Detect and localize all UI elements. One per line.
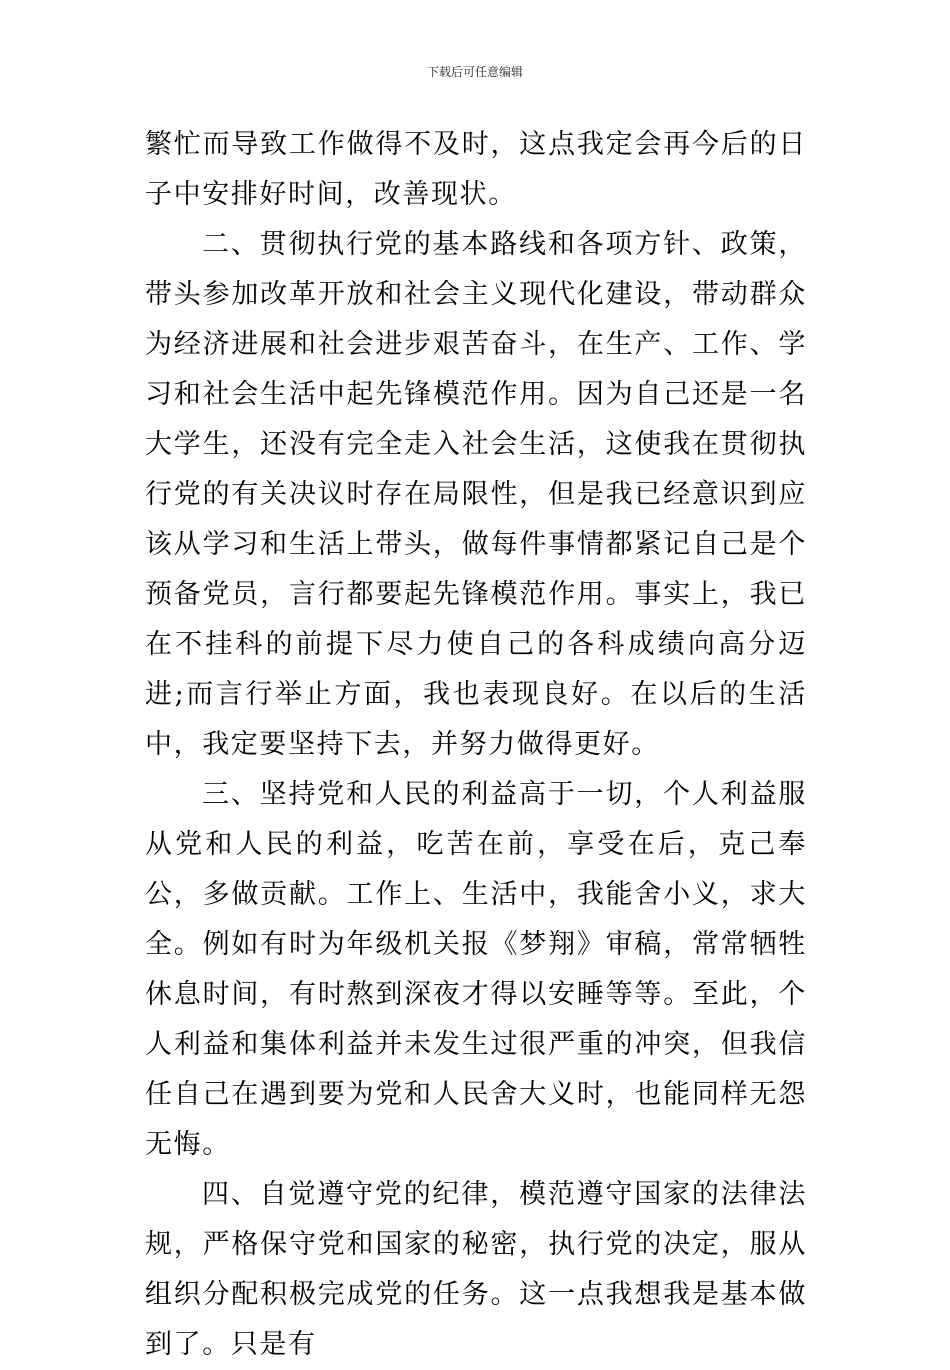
paragraph-section-two: 二、贯彻执行党的基本路线和各项方针、政策，带头参加改革开放和社会主义现代化建设，带动群众为经济进展和社会进步艰苦奋斗，在生产、工作、学习和社会生活中起先锋模范作用。因为自己还是一名大学生，还没有完全走入社会生活，这使我在贯彻执行党的有关决议时存在局限性，但是我已经意识到应该从学习和生活上带头，做每件事情都紧记自己是个预备党员，言行都要起先锋模范作用。事实上，我已在不挂科的前提下尽力使自己的各科成绩向高分迈进;而言行举止方面，我也表现良好。在以后的生活中，我定要坚持下去，并努力做得更好。: [145, 229, 807, 760]
document-body: [145, 120, 807, 1370]
paragraph-continuation: 繁忙而导致工作做得不及时，这点我定会再今后的日子中安排好时间，改善现状。: [145, 129, 807, 210]
page-header-note: 下载后可任意编辑: [426, 65, 523, 79]
paragraph-section-four: 四、自觉遵守党的纪律，模范遵守国家的法律法规，严格保守党和国家的秘密，执行党的决定，服从组织分配积极完成党的任务。这一点我想我是基本做到了。只是有: [145, 1179, 807, 1360]
paragraph-section-three: 三、坚持党和人民的利益高于一切，个人利益服从党和人民的利益，吃苦在前，享受在后，克己奉公，多做贡献。工作上、生活中，我能舍小义，求大全。例如有时为年级机关报《梦翔》审稿，常常牺牲休息时间，有时熬到深夜才得以安睡等等。至此，个人利益和集体利益并未发生过很严重的冲突，但我信任自己在遇到要为党和人民舍大义时，也能同样无怨无悔。: [145, 779, 807, 1160]
